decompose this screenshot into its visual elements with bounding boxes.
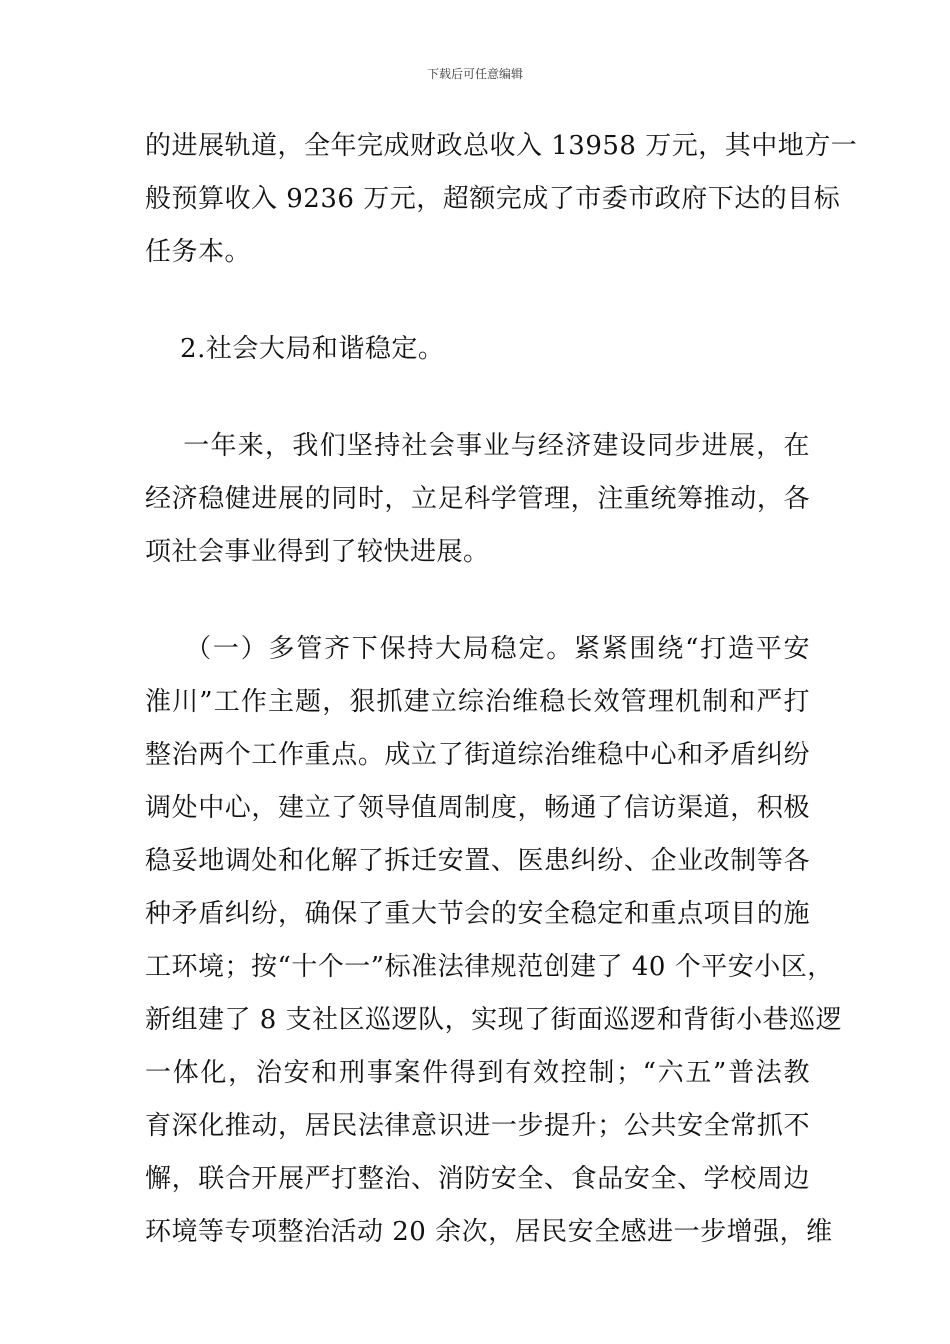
text-line: 任务本。 — [145, 237, 252, 267]
paragraph-gap — [145, 279, 810, 323]
text-line: 的进展轨道，全年完成财政总收入 13958 万元，其中地方一 — [145, 131, 858, 161]
text-line: 环境等专项整治活动 20 余次，居民安全感进一步增强，维 — [145, 1217, 833, 1247]
text-line: （一）多管齐下保持大局稳定。紧紧围绕“打造平安 — [145, 634, 810, 664]
paragraph-social — [145, 420, 810, 579]
text-line: 工环境；按“十个一”标准法律规范创建了 40 个平安小区， — [145, 952, 834, 982]
text-line: 整治两个工作重点。成立了街道综治维稳中心和矛盾纠纷 — [145, 740, 810, 770]
text-line: 新组建了 8 支社区巡逻队，实现了街面巡逻和背街小巷巡逻 — [145, 1005, 843, 1035]
text-line: 种矛盾纠纷，确保了重大节会的安全稳定和重点项目的施 — [145, 899, 810, 929]
paragraph-heading — [145, 323, 810, 376]
section-heading: 2.社会大局和谐稳定。 — [145, 334, 445, 364]
text-line: 项社会事业得到了较快进展。 — [145, 537, 490, 567]
paragraph-gap — [145, 376, 810, 420]
page-header: 下载后可任意编辑 — [426, 67, 523, 81]
text-line: 淮川”工作主题，狠抓建立综治维稳长效管理机制和严打 — [145, 687, 810, 717]
paragraph-stability — [145, 623, 843, 1259]
text-line: 般预算收入 9236 万元，超额完成了市委市政府下达的目标 — [145, 184, 841, 214]
document-body — [145, 120, 858, 1259]
text-line: 调处中心，建立了领导值周制度，畅通了信访渠道，积极 — [145, 793, 810, 823]
text-line: 懈，联合开展严打整治、消防安全、食品安全、学校周边 — [145, 1164, 810, 1194]
text-line: 育深化推动，居民法律意识进一步提升；公共安全常抓不 — [145, 1111, 810, 1141]
paragraph-gap — [145, 579, 810, 623]
text-line: 一体化，治安和刑事案件得到有效控制；“六五”普法教 — [145, 1058, 810, 1088]
text-line: 一年来，我们坚持社会事业与经济建设同步进展，在 — [145, 431, 810, 461]
text-line: 经济稳健进展的同时，立足科学管理，注重统筹推动，各 — [145, 484, 810, 514]
paragraph-finance — [145, 120, 858, 279]
text-line: 稳妥地调处和化解了拆迁安置、医患纠纷、企业改制等各 — [145, 846, 810, 876]
